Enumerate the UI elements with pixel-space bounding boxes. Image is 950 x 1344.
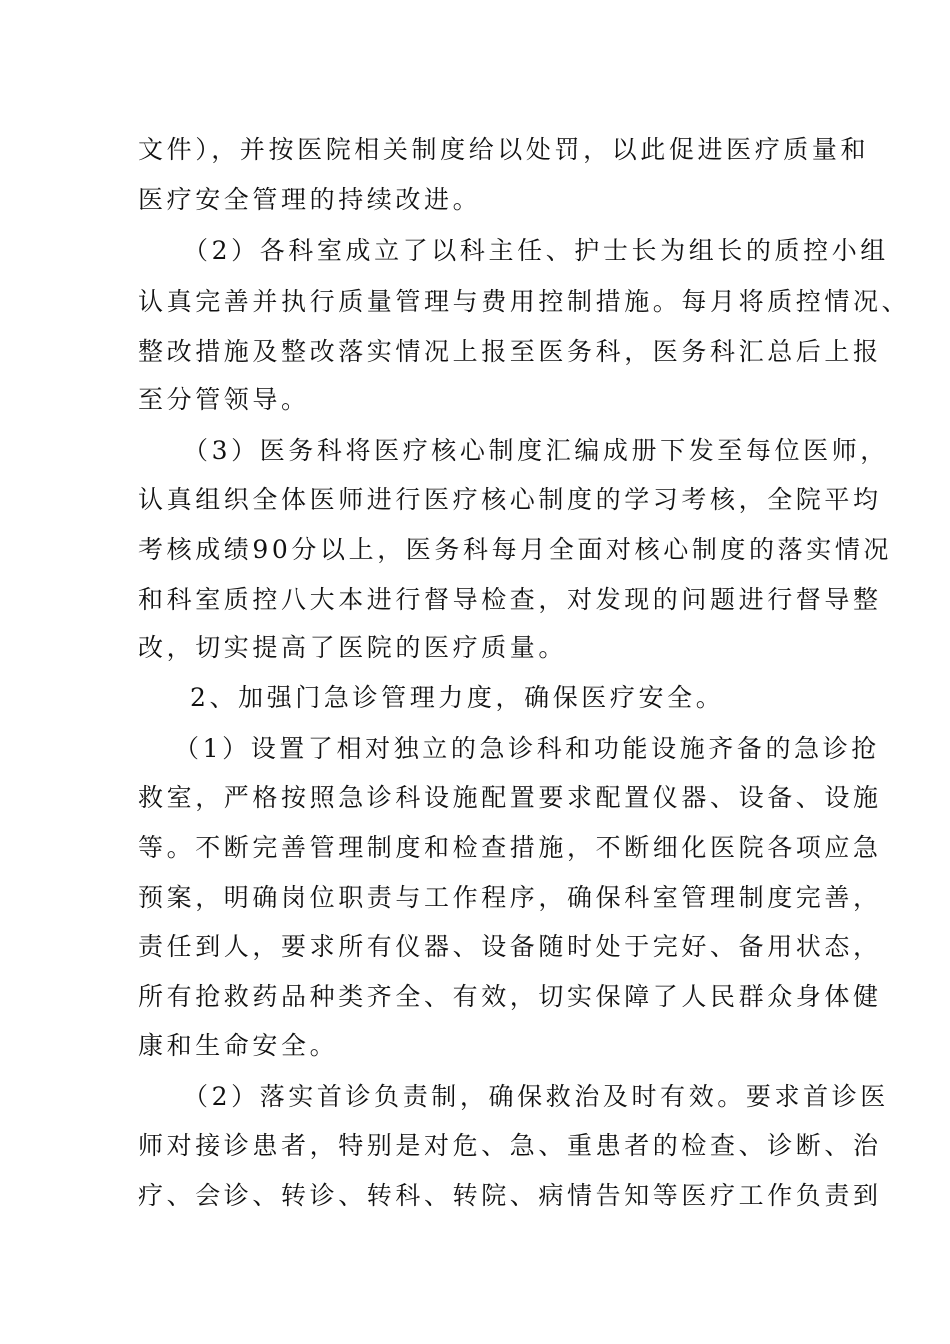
- text-line: 至分管领导。: [138, 385, 310, 414]
- text-line: 疗、会诊、转诊、转科、转院、病情告知等医疗工作负责到: [138, 1181, 882, 1210]
- text-line: 和科室质控八大本进行督导检查，对发现的问题进行督导整: [138, 585, 882, 614]
- text-line: （2）落实首诊负责制，确保救治及时有效。要求首诊医: [183, 1082, 889, 1111]
- text-line: （2）各科室成立了以科主任、护士长为组长的质控小组: [183, 236, 889, 265]
- text-line: 整改措施及整改落实情况上报至医务科，医务科汇总后上报: [138, 337, 882, 366]
- text-line: 预案，明确岗位职责与工作程序，确保科室管理制度完善，: [138, 883, 882, 912]
- text-line: 认真组织全体医师进行医疗核心制度的学习考核，全院平均: [138, 485, 882, 514]
- text-line: （3）医务科将医疗核心制度汇编成册下发至每位医师，: [183, 436, 889, 465]
- text-line: 认真完善并执行质量管理与费用控制措施。每月将质控情况、: [138, 287, 911, 316]
- text-line: 救室，严格按照急诊科设施配置要求配置仪器、设备、设施: [138, 783, 882, 812]
- text-line: （1）设置了相对独立的急诊科和功能设施齐备的急诊抢: [174, 734, 880, 763]
- text-line: 所有抢救药品种类齐全、有效，切实保障了人民群众身体健: [138, 982, 882, 1011]
- text-line: 文件），并按医院相关制度给以处罚，以此促进医疗质量和: [138, 135, 870, 164]
- section-heading: 2、加强门急诊管理力度，确保医疗安全。: [190, 683, 725, 712]
- text-line: 师对接诊患者，特别是对危、急、重患者的检查、诊断、治: [138, 1131, 882, 1160]
- text-line: 责任到人，要求所有仪器、设备随时处于完好、备用状态，: [138, 932, 882, 961]
- text-line: 等。不断完善管理制度和检查措施，不断细化医院各项应急: [138, 833, 882, 862]
- text-line: 考核成绩90分以上，医务科每月全面对核心制度的落实情况: [138, 535, 893, 564]
- text-line: 改，切实提高了医院的医疗质量。: [138, 633, 568, 662]
- text-line: 康和生命安全。: [138, 1031, 339, 1060]
- text-line: 医疗安全管理的持续改进。: [138, 185, 482, 214]
